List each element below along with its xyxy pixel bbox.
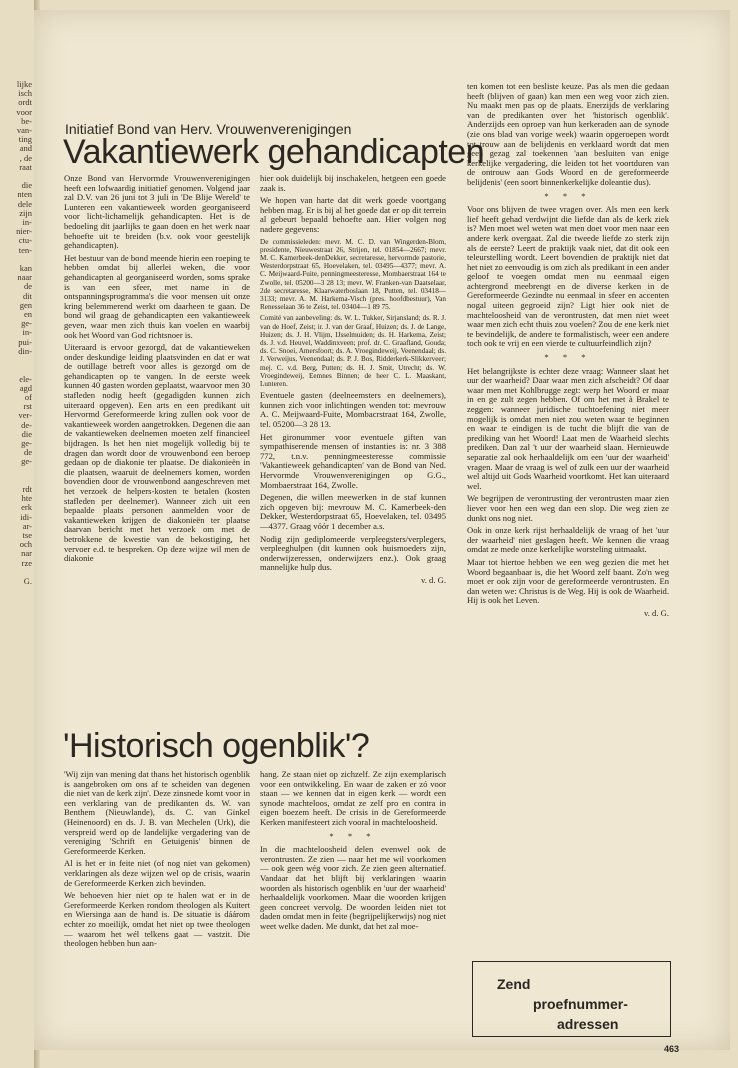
notice-box [472,961,671,1037]
paragraph: hang. Ze staan niet op zichzelf. Ze zijn exemplarisch voor een ontwikkeling. En waar de zaken er zó voor staan — we kennen dat in eigen kerk — wordt een synode machteloos, omdat ze zelf pro en contra in eigen boezem heeft. De crisis in de Gereformeerde Kerken manifesteert zich vooral in machteloosheid. [260,769,446,827]
paragraph: Onze Bond van Hervormde Vrouwenverenigingen heeft een lofwaardig initiatief genomen. Volgend jaar zal D.V. van 26 juni tot 3 juli in 'De Blije Wereld' te Lunteren een vakantieweek worden georganiseerd voor licht-lichamelijk gehandicapten. Het is de bedoeling dit jaarlijks te gaan doen en het werk naar behoefte uit te breiden (b.v. ook voor geestelijk gehandicapten). [64,173,250,251]
paragraph: ten komen tot een besliste keuze. Pas als men die gedaan heeft (blijven of gaan) kan men een weg voor zich zien. Nu maakt men pas op de plaats. Enerzijds de verklaring van de predikanten over het 'historisch ogenblik'. Anderzijds een oproep van hun kerkeraden aan de synode (zie ons blad van vorige week) waarin opgeroepen wordt tot trouw aan de belijdenis en verklaard wordt dat men geen gezag zal toekennen 'aan besluiten van enige kerkelijke vergadering, die leiden tot het voortduren van de ontrouw aan Gods Woord en de gereformeerde belijdenis' (een soort binnenkerkelijke doleantie dus). [467,81,669,187]
paragraph: We begrijpen de verontrusting der verontrusten maar zien liever voor hen een weg dan een slop. Die weg zien ze dunkt ons nog niet. [467,493,669,523]
paragraph: We hopen van harte dat dit werk goede voortgang hebben mag. Er is bij al het goede dat er op dit terrein al gebeurt bepaald behoefte aan. Hier volgen nog nadere gegevens: [260,195,446,234]
notice-line-1: Zend [497,976,531,992]
article2-column-2 [260,770,446,1030]
signature: v. d. G. [421,574,446,585]
signature: v. d. G. [644,607,669,618]
paragraph: Ook in onze kerk rijst herhaaldelijk de vraag of het 'uur der waarheid' niet geslagen heeft. We kennen die vraag omdat ze mede onze kerkelijke worsteling uitmaakt. [467,525,669,555]
section-divider: * * * [544,352,592,363]
paragraph: Het gironummer voor eventuele giften van sympathiserende mensen of instanties is: nr. 3 388 772, t.n.v. penningmeesteresse commissie 'Vakantieweek gehandicapten' van de Bond van Ned. Hervormde Vrouwenverenigingen op G.G., Mombaerstraat 164, Zwolle. [260,431,446,490]
paragraph: Degenen, die willen meewerken in de staf kunnen zich opgeven bij: mevrouw M. C. Kamerbeek-den Dekker, Westerdorpstraat 65, Hoevelaken, tel. 03495—4377. Graag vóór 1 december a.s. [260,492,446,531]
section-divider: * * * [544,190,592,201]
article2-headline: 'Historisch ogenblik'? [63,727,370,765]
paragraph: Maar tot hiertoe hebben we een weg gezien die met het Woord begaanbaar is, die het Woord zelf baant. Zo'n weg moet er ook zijn voor de gereformeerde verontrusten. En dan weten we: Christus is de Weg. Hij is ook de Waarheid. Hij is ook het Leven. [467,556,669,606]
paragraph: 'Wij zijn van mening dat thans het historisch ogenblik is aangebroken om ons af te scheiden van degenen die niet van de kerk zijn'. Deze zinsnede komt voor in een verklaring van de predikanten ds. W. van Benthem (Nieuwlande), ds. C. van Ginkel (Heinenoord) en ds. J. B. van Mechelen (Urk), die verspreid werd op de landelijke vergadering van de vereniging 'Schrift en Getuigenis' binnen de Gereformeerde Kerken. [64,769,250,856]
notice-line-3: adressen [557,1016,619,1032]
recommendation-list: Comité van aanbeveling: ds. W. L. Tukker, Sirjansland; ds. R. J. van de Hoef, Zeist; ir. J. van der Graaf, Huizen; ds. J. de Lange, Huizen; ds. J. H. Vlijm, IJsselmuiden; ds. H. Harkema, Zeist; ds. J. v.d. Heuvel, Waddinxveen; prof. dr. C. Graafland, Gouda; ds. C. Snoei, Amersfoort; ds. A. Vroegindeweij, Veenendaal; ds. J. Verweijus, Veenendaal; ds. P. J. Bos, Ridderkerk-Slikkerveer; mej. C. v.d. Berg, Putten; ds. H. J. Smit, Utrecht; ds. W. Vroegindeweij, Eemnes Binnen; de heer C. L. Maaskant, Lunteren. [260,314,446,389]
paragraph: Het bestuur van de bond meende hierin een roeping te hebben omdat bij allerlei weken, die voor gehandicapten al georganiseerd worden, soms sprake is van een sfeer, met name in de ontspanningsprogramma's die voor mensen uit onze kring belemmerend werkt om daarheen te gaan. De bond wil graag de gehandicapten een vakantieweek geven, waar men zich thuis kan voelen en waarbij ook het Woord van God richtsnoer is. [64,252,250,340]
article1-kicker: Initiatief Bond van Herv. Vrouwenverenigingen [65,121,352,137]
paragraph: We behoeven hier niet op te halen wat er in de Gereformeerde Kerken rondom theologen als Kuitert en Wiersinga aan de hand is. De situatie is dáárom echter zo moeilijk, omdat het niet op twee theologen — waarom het wél telkens gaat — vastzit. Die theologen hebben hun aan- [64,890,250,949]
paragraph: Nodig zijn gediplomeerde verpleegsters/verplegers, verpleeghulpen (dit kunnen ook huismoeders zijn, onderwijzeressen, onderwijzers enz.). Ook graag mannelijke hulp dus. [260,533,446,573]
article1-column-2 [260,174,446,686]
section-divider: * * * [329,830,377,841]
paragraph: Eventuele gasten (deelneemsters en deelnemers), kunnen zich voor inlichtingen wenden tot: mevrouw A. C. Meijwaard-Fuite, Mombacrstraat 164, Zwolle, tel. 05200—3 28 13. [260,390,446,429]
article1-headline: Vakantiewerk gehandicapten [63,133,485,171]
paragraph: In die machteloosheid delen evenwel ook de verontrusten. Ze zien — naar het me wil voorkomen — ook geen wég voor zich. Ze zien geen alternatief. Vandaar dat het blijft bij verklaringen waarin woorden als historisch ogenblik en 'uur der waarheid' herhaaldelijk voorkomen. Maar die woorden krijgen geen concreet vervolg. De woorden leiden niet tot daden omdat men in feite (begrijpelijkerwijs) nog niet weet welke daden. Me dunkt, dat het zal moe- [260,844,446,931]
paragraph: Voor ons blijven de twee vragen over. Als men een kerk lief heeft gehad verdwijnt die liefde dan als de kerk ziek is? Men moet wel weten wat men doet voor men naar een andere kerk overgaat. Zal die tweede liefde zo sterk zijn als de eerste? Leert de praktijk vaak niet, dat dit ook een teleurstelling wordt. Leert bovendien de praktijk niet dat het niet zo eenvoudig is om zich als predikant in een ander geloof te voegen omdat men nu eenmaal eigen achtergrond meebrengt en de diverse kerken in de Gereformeerde Gezindte nu eenmaal in sfeer en accenten nogal uiteen gegroeid zijn? Ligt hier ook niet de machteloosheid van de verontrusten, dat men niet weet waar men zich echt thuis zou voelen? Zou de ene kerk niet te bevindelijk, de andere te formalistisch, weer een andere toch ook te vrij en een vierde te cultuurfeindlich zijn? [467,204,669,349]
paragraph: Het belangrijkste is echter deze vraag: Wanneer slaat het uur der waarheid? Daar waar men zich afscheidt? Of daar waar men met Kohlbrugge zegt: werp het Woord er maar in en ge zult zegen hebben. Of om het met à Brakel te zeggen: wanneer juridische tuchtoefening niet meer mogelijk is omdat men niet zou weten waar te beginnen en waar te eindigen is de tucht die blijft die van de prediking van het Woord! Laat men de Waarheid slechts prediken. Dan zal 't uur der waarheid slaan. Hernieuwde separatie zal ook herhaaldelijk om een 'uur der waarheid' vragen. Maar de vraag is wel of zulk een uur der waarheid wel altijd uit Gods Waarheid voortkomt. Het kan uiteraard wel. [467,365,669,491]
facing-page-margin-text: lijke isch ordt voor be- van- ting and , de raat die nten dele zijn in- nier- ctu- ten- kan naar de dit gen en ge- in- pui- din- ele- agd of rst ver- de- die ge- de ge- rdt hte erk idi- ar- tse och nar rze G. [16,80,32,586]
paragraph: hier ook duidelijk bij inschakelen, hetgeen een goede zaak is. [260,173,446,193]
paragraph: Al is het er in feite niet (of nog niet van gekomen) verklaringen als deze wijzen wel op de crisis, waarin de Gereformeerde Kerken zich bevinden. [64,858,250,888]
article1-column-1 [64,174,250,686]
article2-column-1 [64,770,250,1020]
page-number: 463 [664,1044,680,1054]
right-column [467,82,669,952]
notice-line-2: proefnummer- [533,996,628,1012]
paragraph: Uiteraard is ervoor gezorgd, dat de vakantieweken onder deskundige leiding plaatsvinden en dat er wat de outillage betreft voor alles is gezorgd om de gehandicapten op te vangen. In de eerste week kunnen 40 gasten worden geplaatst, waarvoor men 30 stafleden nodig heeft (gegadigden kunnen zich uiteraard opgeven). Een arts en een predikant uit Hervormd Gereformeerde kring zullen ook voor de vakantieweek worden aangetrokken. Degenen die aan de vakantieweken deelnemen moeten zelf financieel bijdragen. Is het hen niet mogelijk volledig bij te dragen dan wordt door de vrouwenbond een beroep gedaan op de diakonie ter plaatse. De diakonieën in die plaatsen, waaruit de deelnemers komen, worden bovendien door de vrouwenbond aangeschreven met het verzoek de helpers-kosten te betalen (kosten stafleden per deelnemer). Wanneer zich uit een bepaalde plaats personen aanmelden voor de vakantieweken krijgen de diakonieën ter plaatse daarvan bericht met het verzoek om met de betrokkene de kwestie van de bekostiging, het vervoer e.d. te bespreken. Op deze wijze wil men de diakonie [64,342,250,564]
committee-list: De commissieleden: mevr. M. C. D. van Wingerden-Blom, presidente, Nieuwestraat 26, Strijen, tel. 01854—2667; mevr. M. C. Kamerbeek-denDekker, secretaresse, hervormde pastorie, Westerdorpstraat 65, Hoevelaken, tel. 03495—4377; mevr. A. C. Meijwaard-Fuite, penningmeesteresse, Mombaerstraat 164 te Zwolle, tel. 05200—3 28 13; mevr. W. Franken-van Daatselaar, 2de secretaresse, Klaarwaterboslaan 18, Putten, tel. 03418—3133; mevr. A. M. Harkema-Visch (pres. hoofdbestuur), Van Renesselaan 36 te Zeist, tel. 03404—1 89 75. [260,237,446,312]
